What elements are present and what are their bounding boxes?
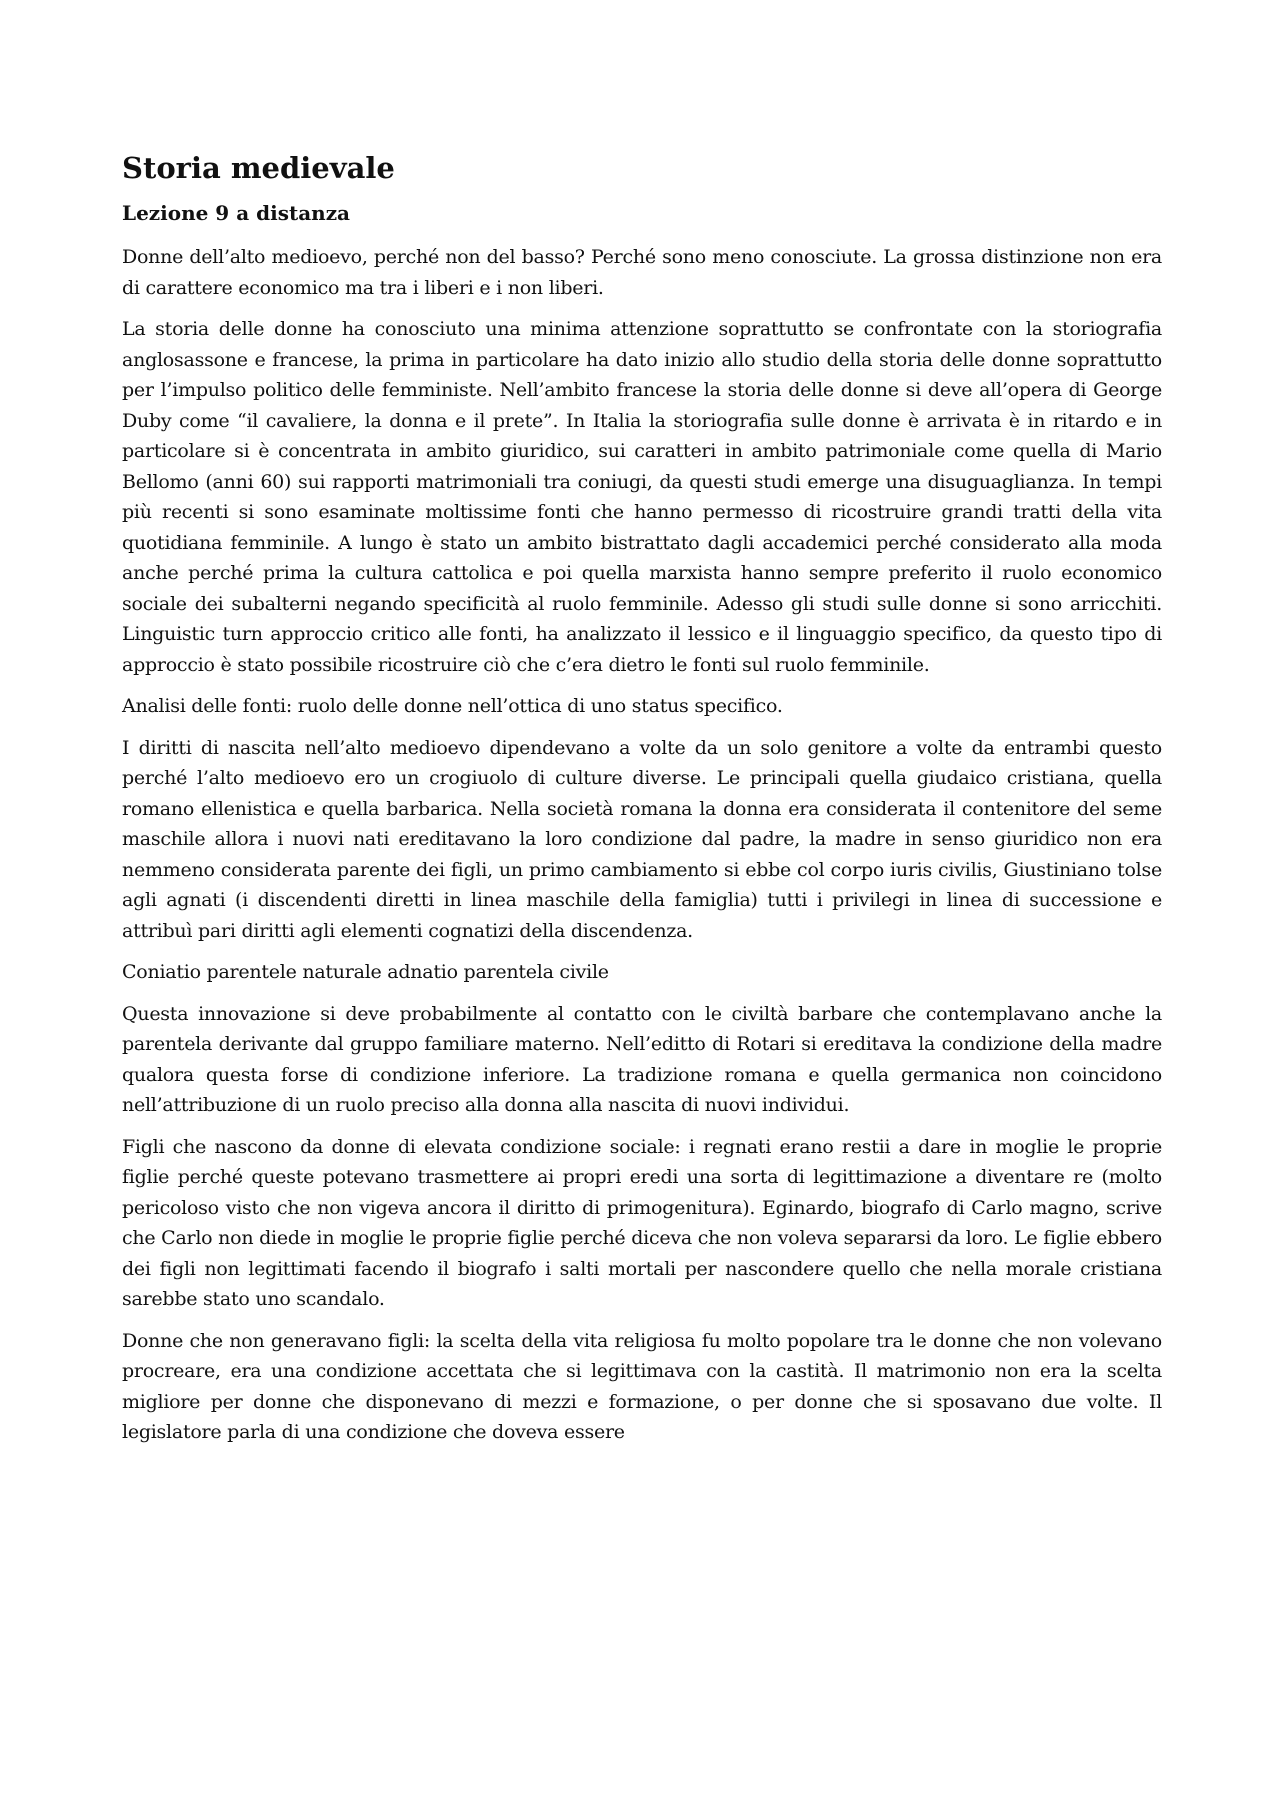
paragraph: I diritti di nascita nell’alto medioevo dipendevano a volte da un solo genitore a volte da entrambi questo perché l’alto medioevo ero un crogiuolo di culture diverse. Le principali quella giudaico cristiana, quella romano ellenistica e quella barbarica. Nella società romana la donna era considerata il contenitore del seme maschile allora i nuovi nati ereditavano la loro condizione dal padre, la madre in senso giuridico non era nemmeno considerata parente dei figli, un primo cambiamento si ebbe col corpo iuris civilis, Giustiniano tolse agli agnati (i discendenti diretti in linea maschile della famiglia) tutti i privilegi in linea di successione e attribuì pari diritti agli elementi cognatizi della discendenza. (122, 736, 1162, 942)
paragraph: Figli che nascono da donne di elevata condizione sociale: i regnati erano restii a dare in moglie le proprie figlie perché queste potevano trasmettere ai propri eredi una sorta di legittimazione a diventare re (molto pericoloso visto che non vigeva ancora il diritto di primogenitura). Eginardo, biografo di Carlo magno, scrive che Carlo non diede in moglie le proprie figlie perché diceva che non voleva separarsi da loro. Le figlie ebbero dei figli non legittimati facendo il biografo i salti mortali per nascondere quello che nella morale cristiana sarebbe stato uno scandalo. (122, 1135, 1162, 1310)
paragraph: Questa innovazione si deve probabilmente al contatto con le civiltà barbare che contemplavano anche la parentela derivante dal gruppo familiare materno. Nell’editto di Rotari si ereditava la condizione della madre qualora questa forse di condizione inferiore. La tradizione romana e quella germanica non coincidono nell’attribuzione di un ruolo preciso alla donna alla nascita di nuovi individui. (122, 1002, 1162, 1116)
paragraph: Donne che non generavano figli: la scelta della vita religiosa fu molto popolare tra le donne che non volevano procreare, era una condizione accettata che si legittimava con la castità. Il matrimonio non era la scelta migliore per donne che disponevano di mezzi e formazione, o per donne che si sposavano due volte. Il legislatore parla di una condizione che doveva essere (122, 1329, 1162, 1443)
paragraph: Coniatio parentele naturale adnatio parentela civile (122, 961, 609, 983)
lesson-subtitle: Lezione 9 a distanza (122, 201, 351, 225)
paragraph: La storia delle donne ha conosciuto una minima attenzione soprattutto se confrontate con la storiografia anglosassone e francese, la prima in particolare ha dato inizio allo studio della storia delle donne soprattutto per l’impulso politico delle femministe. Nell’ambito francese la storia delle donne si deve all’opera di George Duby come “il cavaliere, la donna e il prete”. In Italia la storiografia sulle donne è arrivata è in ritardo e in particolare si è concentrata in ambito giuridico, sui caratteri in ambito patrimoniale come quella di Mario Bellomo (anni 60) sui rapporti matrimoniali tra coniugi, da questi studi emerge una disuguaglianza. In tempi più recenti si sono esaminate moltissime fonti che hanno permesso di ricostruire grandi tratti della vita quotidiana femminile. A lungo è stato un ambito bistrattato dagli accademici perché considerato alla moda anche perché prima la cultura cattolica e poi quella marxista hanno sempre preferito il ruolo economico sociale dei subalterni negando specificità al ruolo femminile. Adesso gli studi sulle donne si sono arricchiti. Linguistic turn approccio critico alle fonti, ha analizzato il lessico e il linguaggio specifico, da questo tipo di approccio è stato possibile ricostruire ciò che c’era dietro le fonti sul ruolo femminile. (122, 318, 1162, 676)
document-page (122, 150, 1162, 1459)
paragraph: Analisi delle fonti: ruolo delle donne nell’ottica di uno status specifico. (122, 695, 783, 717)
paragraph: Donne dell’alto medioevo, perché non del basso? Perché sono meno conosciute. La grossa distinzione non era di carattere economico ma tra i liberi e i non liberi. (122, 246, 1162, 299)
document-title: Storia medievale (122, 151, 395, 185)
